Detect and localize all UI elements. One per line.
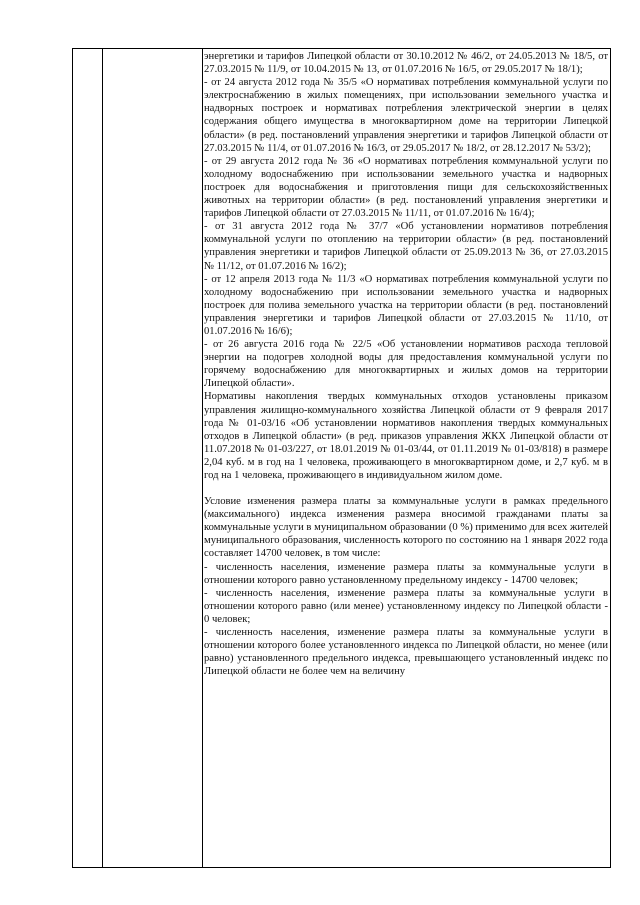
paragraph: Нормативы накопления твердых коммунальных отходов установлены приказом управления жилищно-коммунального хозяйства Липецкой области от 9 февраля 2017 года № 01-03/16 «Об установлении нормативов накопления твердых коммунальных отходов в Липецкой области» (в ред. приказов управления ЖКХ Липецкой области от 11.07.2018 № 01-03/227, от 18.01.2019 № 01-03/44, от 01.11.2019 № 01-03/818) в размере 2,04 куб. м в год на 1 человека, проживающего в многоквартирном доме, и 2,7 куб. м в год на 1 человека, проживающего в индивидуальном жилом доме. — [204, 391, 608, 481]
paragraph: - от 12 апреля 2013 года № 11/3 «О нормативах потребления коммунальной услуги по холодному водоснабжению при использовании земельного участка и надворных построек для полива земельного участка на территории области (в ред. постановлений управления энергетики и тарифов Липецкой области от 27.03.2015 № 11/10, от 01.07.2016 № 16/6); — [204, 273, 608, 337]
paragraph: - численность населения, изменение размера платы за коммунальные услуги в отношении которого равно (или менее) установленному индексу по Липецкой области - 0 человек; — [204, 587, 608, 625]
paragraph: - от 31 августа 2012 года № 37/7 «Об установлении нормативов потребления коммунальной услуги по отоплению на территории области» (в ред. постановлений управления энергетики и тарифов Липецкой области от 25.09.2013 № 36, от 27.03.2015 № 11/12, от 01.07.2016 № 16/2); — [204, 221, 608, 272]
table-column-number — [73, 49, 103, 867]
paragraph: Условие изменения размера платы за коммунальные услуги в рамках предельного (максимального) индекса изменения размера вносимой гражданами платы за коммунальные услуги в муниципальном образовании (0 %) применимо для всех жителей муниципального образования, численность которого по состоянию на 1 января 2022 года составляет 14700 человек, в том числе: — [204, 496, 608, 560]
document-text — [204, 50, 608, 678]
paragraph: - численность населения, изменение размера платы за коммунальные услуги в отношении которого равно установленному предельному индексу - 14700 человек; — [204, 561, 608, 586]
table-column-name — [103, 49, 203, 867]
paragraph: - от 24 августа 2012 года № 35/5 «О нормативах потребления коммунальной услуги по электроснабжению в жилых помещениях, при использовании земельного участка и надворных построек и нормативах потребления электрической энергии в целях содержания общего имущества в многоквартирном доме на территории Липецкой области» (в ред. постановлений управления энергетики и тарифов Липецкой области от 27.03.2015 № 11/4, от 01.07.2016 № 16/3, от 29.05.2017 № 18/2, от 28.12.2017 № 53/2); — [204, 77, 608, 154]
paragraph: - от 26 августа 2016 года № 22/5 «Об установлении нормативов расхода тепловой энергии на подогрев холодной воды для предоставления коммунальной услуги по горячему водоснабжению для многоквартирных и жилых домов на территории Липецкой области». — [204, 339, 608, 390]
paragraph: энергетики и тарифов Липецкой области от 30.10.2012 № 46/2, от 24.05.2013 № 18/5, от 27.03.2015 № 11/9, от 10.04.2015 № 13, от 01.07.2016 № 16/5, от 29.05.2017 № 18/1); — [204, 51, 608, 76]
blank-line — [204, 482, 608, 495]
paragraph: - численность населения, изменение размера платы за коммунальные услуги в отношении которого более установленного индекса по Липецкой области, но менее (или равно) установленного предельного индекса, превышающего установленный индекс по Липецкой области не более чем на величину — [204, 627, 608, 678]
paragraph: - от 29 августа 2012 года № 36 «О нормативах потребления коммунальной услуги по холодному водоснабжению при использовании земельного участка и надворных построек для водоснабжения и приготовления пищи для сельскохозяйственных животных на территории области» (в ред. постановлений управления энергетики и тарифов Липецкой области от 27.03.2015 № 11/11, от 01.07.2016 № 16/4); — [204, 155, 608, 220]
